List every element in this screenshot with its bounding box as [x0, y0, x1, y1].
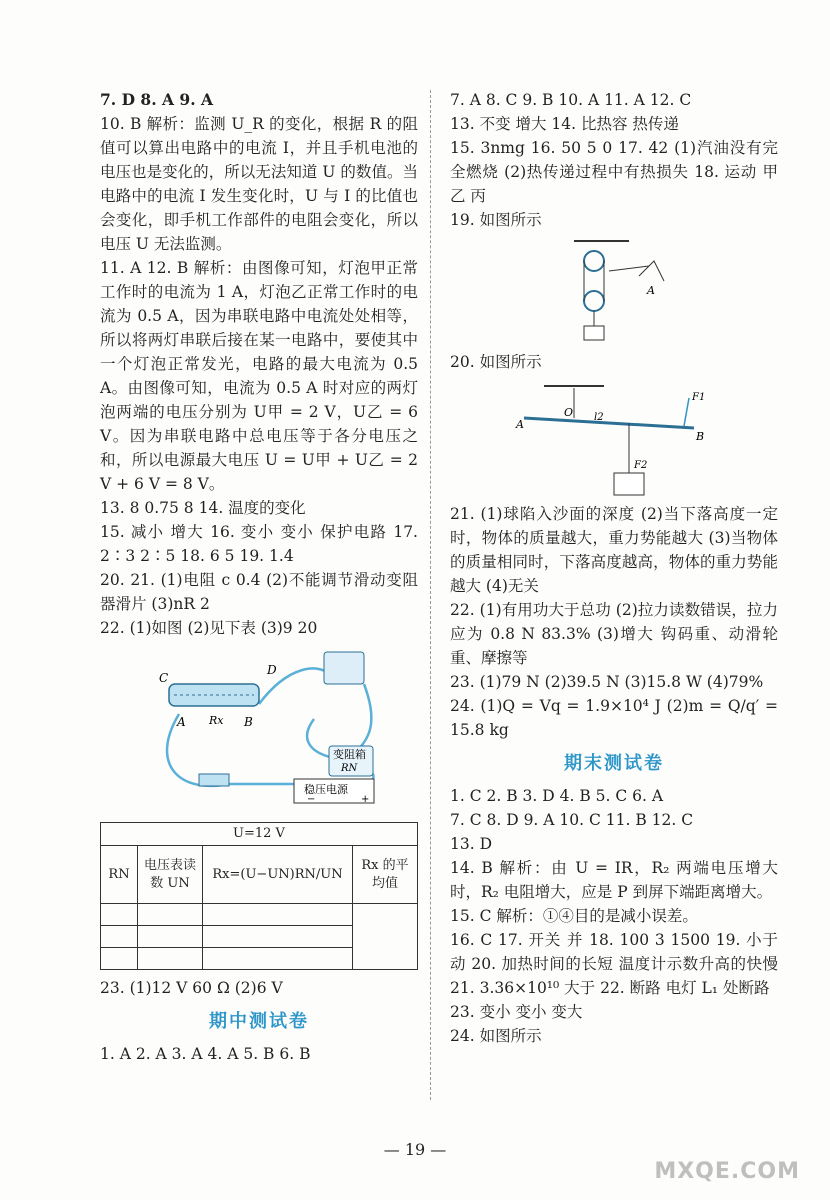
answer-paragraph: 16. C 17. 开关 并 18. 100 3 1500 19. 小于 动 20. 加热时间的长短 温度计示数升高的快慢 21. 3.36×10¹⁰ 大于 22. 断路 电灯 L₁ 处断路	[450, 931, 778, 997]
label-d: D	[267, 663, 277, 677]
answer-line: 7. D 8. A 9. A	[100, 90, 214, 109]
page-number: — 19 —	[383, 1140, 447, 1159]
label-a: A	[177, 715, 186, 729]
answer-line: 15. 减小 增大 16. 变小 变小 保护电路 17. 2∶3 2∶5 18. 6 5 19. 1.4	[100, 523, 418, 565]
label-f2: F2	[634, 460, 648, 471]
answer-line: 24. (1)Q = Vq = 1.9×10⁴ J (2)m = Q/q′ = 15.8 kg	[450, 697, 778, 739]
label-c: C	[159, 671, 169, 685]
answer-line: 7. C 8. D 9. A 10. C 11. B 12. C	[450, 811, 694, 829]
answer-line: 13. 8 0.75 8 14. 温度的变化	[100, 499, 306, 517]
label-a: A	[516, 418, 524, 431]
label-rn: RN	[341, 763, 358, 774]
right-column	[450, 88, 778, 1048]
answer-line: 23. (1)79 N (2)39.5 N (3)15.8 W (4)79%	[450, 673, 764, 691]
answer-paragraph: 10. B 解析：监测 U_R 的变化，根据 R 的阻值可以算出电路中的电流 I，并且手机电池的电压也是变化的，所以无法知道 U 的数值。当电路中的电流 I 发生变化时，U 与 I 的比值也会变化，即手机工作部件的电阻会变化，所以电压 U 无法监测。	[100, 115, 418, 253]
answer-line: 22. (1)如图 (2)见下表 (3)9 20	[100, 619, 318, 637]
answer-line: 13. D	[450, 835, 493, 853]
answer-line: 20. 21. (1)电阻 c 0.4 (2)不能调节滑动变阻器滑片 (3)nR 2	[100, 571, 418, 613]
answer-line: 1. C 2. B 3. D 4. B 5. C 6. A	[450, 787, 664, 805]
label-power-supply: 稳压电源	[304, 783, 348, 796]
label-resistance-box: 变阻箱	[333, 748, 366, 761]
column-divider	[430, 90, 431, 1100]
circuit-figure	[139, 644, 379, 814]
table-top: U=12 V	[101, 823, 418, 846]
data-table	[100, 822, 418, 970]
left-column	[100, 88, 418, 1066]
answer-paragraph: 11. A 12. B 解析：由图像可知，灯泡甲正常工作时的电流为 1 A，灯泡乙正常工作时的电流为 0.5 A，因为串联电路中电流处处相等，所以将两灯串联后接在某一电路中，要使其中一个灯泡正常发光，电路的最大电流为 0.5 A。由图像可知，电流为 0.5 A 时对应的两灯泡两端的电压分别为 U甲 = 2 V，U乙 = 6 V。因为串联电路中总电压等于各分电压之和，所以电源最大电压 U = U甲 + U乙 = 2 V + 6 V = 8 V。	[100, 259, 418, 493]
answer-paragraph: 22. (1)有用功大于总功 (2)拉力读数错误，拉力应为 0.8 N 83.3% (3)增大 钩码重、动滑轮重、摩擦等	[450, 601, 778, 667]
lever-figure	[514, 378, 714, 498]
answer-paragraph: 15. 3nmg 16. 50 5 0 17. 42 (1)汽油没有完全燃烧 (2)热传递过程中有热损失 18. 运动 甲 乙 丙	[450, 139, 778, 205]
answer-line: 15. C 解析：①④目的是减小误差。	[450, 907, 698, 925]
answer-line: 19. 如图所示	[450, 211, 542, 229]
answer-line: 23. (1)12 V 60 Ω (2)6 V	[100, 979, 283, 997]
answer-line: 20. 如图所示	[450, 353, 542, 371]
label-rx: Rx	[209, 714, 224, 727]
label-f1: F1	[692, 392, 706, 403]
table-header: Rx=(U−UN)RN/UN	[203, 846, 353, 904]
answer-paragraph: 14. B 解析：由 U = IR，R₂ 两端电压增大时，R₂ 电阻增大，应是 P 到屏下端距离增大。	[450, 859, 778, 901]
answer-line: 1. A 2. A 3. A 4. A 5. B 6. B	[100, 1045, 311, 1063]
answer-line: 23. 变小 变小 变大	[450, 1003, 583, 1021]
midterm-heading: 期中测试卷	[209, 1011, 309, 1032]
answer-paragraph: 21. (1)球陷入沙面的深度 (2)当下落高度一定时，物体的质量越大，重力势能越大 (3)当物体的质量相同时，下落高度越高，物体的重力势能越大 (4)无关	[450, 505, 778, 595]
label-l2: l2	[594, 412, 604, 423]
answer-line: 24. 如图所示	[450, 1027, 542, 1045]
table-header: RN	[101, 846, 138, 904]
final-heading: 期末测试卷	[564, 753, 664, 774]
label-b: B	[244, 715, 253, 729]
pulley-figure	[539, 236, 689, 346]
label-a: A	[647, 284, 655, 297]
answer-line: 13. 不变 增大 14. 比热容 热传递	[450, 115, 679, 133]
label-plus: +	[361, 794, 370, 805]
answer-line: 7. A 8. C 9. B 10. A 11. A 12. C	[450, 91, 692, 109]
table-header: 电压表读数 UN	[138, 846, 203, 904]
label-minus: −	[307, 794, 316, 805]
table-header: Rx 的平均值	[353, 846, 418, 904]
label-o: O	[564, 406, 574, 419]
label-b: B	[696, 430, 705, 443]
watermark: MXQE.COM	[654, 1159, 800, 1184]
